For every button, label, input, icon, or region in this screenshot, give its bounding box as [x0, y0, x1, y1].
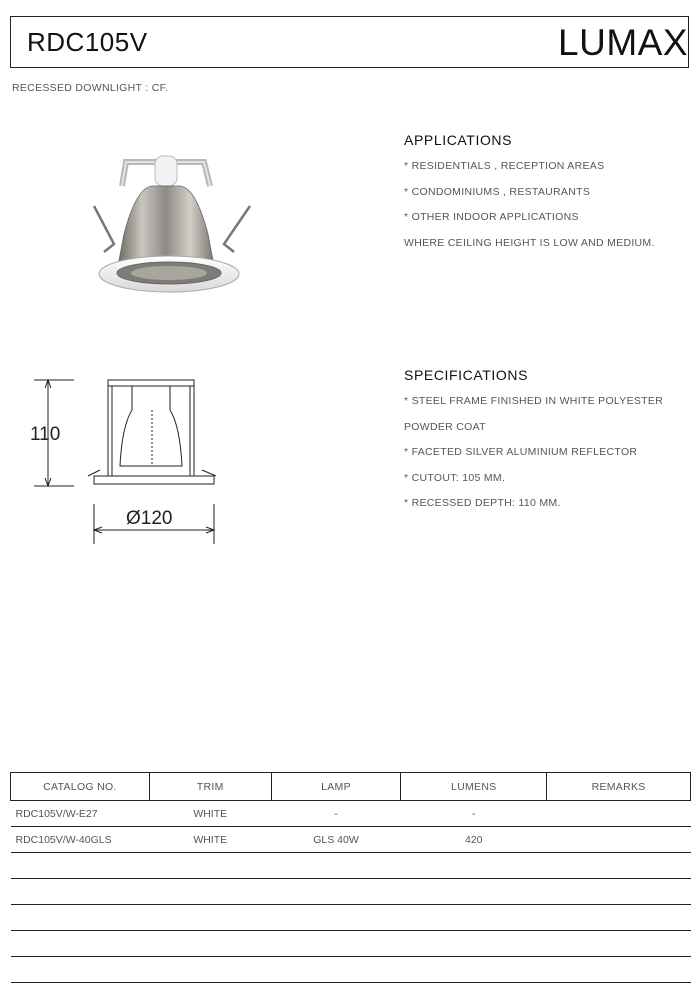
applications-line: * OTHER INDOOR APPLICATIONS [404, 211, 579, 223]
cell-lamp: GLS 40W [271, 827, 401, 853]
cell-remarks [547, 905, 691, 931]
cell-catalog-no [11, 879, 150, 905]
cell-lamp [271, 957, 401, 983]
cell-remarks [547, 801, 691, 827]
table-row [11, 827, 691, 853]
cell-catalog-no [11, 853, 150, 879]
cell-trim [149, 879, 271, 905]
table-row [11, 905, 691, 931]
width-dimension-label: Ø120 [126, 508, 173, 529]
header-remarks: REMARKS [547, 773, 691, 801]
specifications-heading: SPECIFICATIONS [404, 367, 529, 383]
table-row [11, 879, 691, 905]
cell-trim [149, 957, 271, 983]
specifications-line: * CUTOUT: 105 MM. [404, 471, 506, 484]
header-catalog-no: CATALOG NO. [11, 773, 150, 801]
cell-lumens: - [401, 801, 547, 827]
cell-catalog-no [11, 931, 150, 957]
catalog-table [10, 772, 691, 983]
cell-lamp [271, 905, 401, 931]
applications-line: * CONDOMINIUMS , RESTAURANTS [404, 185, 591, 198]
cell-lamp: - [271, 801, 401, 827]
specifications-line: * RECESSED DEPTH: 110 MM. [404, 497, 561, 509]
height-dimension-label: 110 [30, 424, 61, 445]
title-box [10, 16, 689, 68]
applications-line: WHERE CEILING HEIGHT IS LOW AND MEDIUM. [404, 236, 655, 249]
cell-remarks [547, 957, 691, 983]
cell-remarks [547, 827, 691, 853]
cell-remarks [547, 853, 691, 879]
cell-trim [149, 931, 271, 957]
specifications-line: * STEEL FRAME FINISHED IN WHITE POLYESTER [404, 395, 664, 407]
cell-lamp [271, 879, 401, 905]
cell-catalog-no [11, 957, 150, 983]
cell-lumens [401, 879, 547, 905]
table-row [11, 931, 691, 957]
applications-section [404, 132, 694, 262]
cell-trim: WHITE [149, 827, 271, 853]
specifications-line: POWDER COAT [404, 420, 486, 433]
cell-lumens [401, 931, 547, 957]
table-header-row [11, 773, 691, 801]
cell-remarks [547, 931, 691, 957]
cell-lumens [401, 957, 547, 983]
product-photo [14, 126, 314, 326]
cell-lamp [271, 853, 401, 879]
applications-heading: APPLICATIONS [404, 132, 513, 148]
cell-lumens [401, 905, 547, 931]
model-number: RDC105V [27, 27, 148, 57]
table-row [11, 853, 691, 879]
cell-lamp [271, 931, 401, 957]
cell-trim [149, 853, 271, 879]
cell-catalog-no: RDC105V/W-40GLS [11, 827, 150, 853]
table-row [11, 957, 691, 983]
table-row [11, 801, 691, 827]
header-trim: TRIM [149, 773, 271, 801]
specifications-section [404, 367, 694, 523]
specifications-line: * FACETED SILVER ALUMINIUM REFLECTOR [404, 446, 638, 458]
product-category: RECESSED DOWNLIGHT : CF. [12, 82, 169, 94]
cell-trim [149, 905, 271, 931]
cell-lumens: 420 [401, 827, 547, 853]
cell-remarks [547, 879, 691, 905]
header-lamp: LAMP [271, 773, 401, 801]
cell-catalog-no: RDC105V/W-E27 [11, 801, 150, 827]
cell-lumens [401, 853, 547, 879]
applications-line: * RESIDENTIALS , RECEPTION AREAS [404, 160, 605, 172]
cell-catalog-no [11, 905, 150, 931]
brand-logo: LUMAX [558, 22, 688, 63]
cell-trim: WHITE [149, 801, 271, 827]
header-lumens: LUMENS [401, 773, 547, 801]
dimension-drawing [30, 370, 230, 555]
